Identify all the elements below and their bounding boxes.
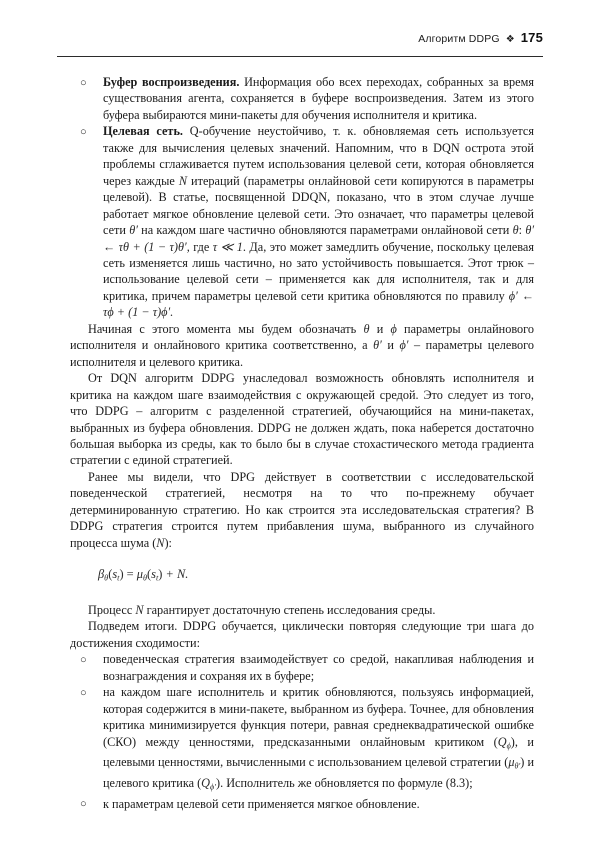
math-variable-n: N (156, 535, 165, 550)
text-column (70, 74, 534, 812)
bullet-text-segment: ) и целевого критика ( (103, 755, 534, 790)
math-variable-phi-prime: ϕ′ (399, 338, 409, 353)
bullet-text-segment: ). Исполнитель же обновляется по формуле (8.3); (215, 775, 473, 790)
running-head (57, 30, 543, 52)
bullet-body-text: к параметрам целевой сети применяется мягкое обновление. (103, 796, 420, 811)
paragraph-text-segment: Процесс (88, 602, 136, 617)
paragraph-text-segment: – параметры целевого исполнителя и целевого критика. (70, 338, 534, 369)
bullet-body-text: Информация обо всех переходах, собранных за время существования агента, сохраняется в буфере воспроизведения. Затем из этого буфера выбираются мини-пакеты для обучения исполнителя и критика. (103, 75, 534, 122)
list-item (80, 123, 534, 320)
math-variable-phi: ϕ (390, 321, 397, 336)
bullet-text-segment: . Да, это может замедлить обучение, поскольку целевая сеть изменяется лишь частично, но зато устойчивость повышается. Этот трюк – использование целевой сети – применяется как для исполнителя, так и для критика, причем параметры целевой сети критика обновляются по правилу (103, 239, 534, 303)
paragraph-text-segment: Начиная с этого момента мы будем обозначать (88, 321, 364, 336)
bullet-body-text: поведенческая стратегия взаимодействует со средой, накапливая наблюдения и вознаграждения и сохраняя их в буфере; (103, 652, 534, 683)
bullet-lead-term: Буфер воспроизведения. (103, 75, 240, 89)
list-item (80, 684, 534, 795)
page-number: 175 (520, 30, 543, 45)
diamond-ornament-icon: ❖ (505, 33, 515, 45)
bullet-text-segment: : (518, 223, 526, 238)
bullet-text-segment: итераций (параметры онлайновой сети копируются в параметры целевой). В статье, посвященной DDQN, показано, что в этом случае лучше работает мягкое обновление целевой сети. Это означает, что параметры целевой сети (103, 173, 534, 238)
paragraph-text-segment: гарантирует достаточную степень исследования среды. (143, 602, 436, 617)
header-rule-divider (57, 56, 543, 57)
math-variable-theta: θ (363, 321, 370, 336)
bullet-marker-icon: ○ (80, 798, 87, 811)
math-variable-theta: θ (512, 223, 519, 238)
math-variable-n: N (135, 602, 144, 617)
list-item (80, 796, 534, 812)
list-item (80, 651, 534, 684)
bullet-marker-icon: ○ (80, 125, 87, 138)
bottom-bullet-list (70, 651, 534, 812)
math-mu-target: $\mu_{\theta'}$ (508, 755, 521, 771)
paragraph-exploration-strategy (70, 469, 534, 551)
formula-mu-term: $\mu_\theta(s_t)$ (136, 567, 163, 583)
bullet-marker-icon: ○ (80, 76, 87, 89)
paragraph-notation (70, 321, 534, 370)
paragraph-text-segment: и (381, 338, 400, 353)
formula-noise-term: + N. (162, 567, 189, 582)
paragraph-text-segment: и (369, 321, 391, 336)
bullet-text-segment: на каждом шаге частично обновляются параметрами онлайновой сети (137, 223, 513, 238)
bullet-marker-icon: ○ (80, 686, 87, 699)
formula-beta-term: $\beta_\theta(s_t)$ (98, 567, 124, 583)
display-formula-behaviour-policy (70, 551, 534, 602)
paragraph-summary-intro: Подведем итоги. DDPG обучается, циклически повторяя следующие три шага до достижения сходимости: (70, 619, 534, 650)
bullet-text-segment: где (189, 239, 213, 254)
math-q-target: $Q_{\phi'}$ (201, 775, 216, 792)
formula-phi-soft-update: ϕ′ ← τϕ + (1 − τ)ϕ′. (103, 288, 534, 320)
bullet-text-segment: на каждом шаге исполнитель и критик обновляются, пользуясь информацией, которая содержится в мини-пакете, выбранном из буфера. Точнее, для обновления критика минимизируется функция потери, равная среднеквадратической ошибке (СКО) между ценностями, предсказанными онлайновым критиком ( (103, 685, 534, 749)
formula-theta-soft-update: θ′ ← τθ + (1 − τ)θ′, (103, 223, 535, 254)
math-q-online: $Q_\phi$ (497, 734, 511, 750)
bullet-marker-icon: ○ (80, 653, 87, 666)
bullet-text-segment: ), и целевыми ценностями, вычисленными с использованием целевой стратегии ( (103, 734, 534, 770)
list-item (80, 74, 534, 123)
running-head-title: Алгоритм DDPG (418, 33, 500, 45)
paragraph-dqn-inheritance: От DQN алгоритм DDPG унаследовал возможность обновлять исполнителя и критика на каждом шаге взаимодействия с окружающей средой. Это следует из того, что DDPG – алгоритм с разделенной стратегией, обучающийся на мини-пакетах, выбранных из буфера обновления. DDPG не должен ждать, пока наберется достаточно большая выборка из среды, как то было бы в случае стохастического метода градиента стратегии с единой стратегией. (70, 371, 534, 468)
math-variable-n: N (178, 173, 187, 188)
math-variable-theta-prime: θ′ (129, 223, 138, 238)
math-tau-much-less-than-one: τ ≪ 1 (212, 239, 243, 254)
paragraph-text-segment: параметры онлайнового исполнителя и онлайнового критика соответственно, а (70, 321, 534, 353)
paragraph-noise-process (70, 602, 534, 618)
top-bullet-list (70, 74, 534, 321)
math-variable-theta-prime: θ′ (373, 338, 382, 353)
paragraph-text-segment: ): (164, 535, 172, 550)
formula-equals-sign: = (123, 567, 137, 582)
bullet-text-segment: Q-обучение неустойчиво, т. к. обновляемая сеть используется также для вычисления целевых значений. Напомним, что в DQN острота этой проблемы сглаживается путем использования целевой сети, которая обновляется через каждые (103, 124, 534, 188)
bullet-lead-term: Целевая сеть. (103, 124, 183, 139)
paragraph-text-segment: Ранее мы видели, что DPG действует в соответствии с исследовательской поведенческой стратегией, несмотря на то что по-прежнему обучает детерминированную стратегию. Но как строится эта исследовательская стратегия? В DDPG стратегия строится путем прибавления шума, выбранного из случайного процесса шума ( (70, 469, 534, 550)
